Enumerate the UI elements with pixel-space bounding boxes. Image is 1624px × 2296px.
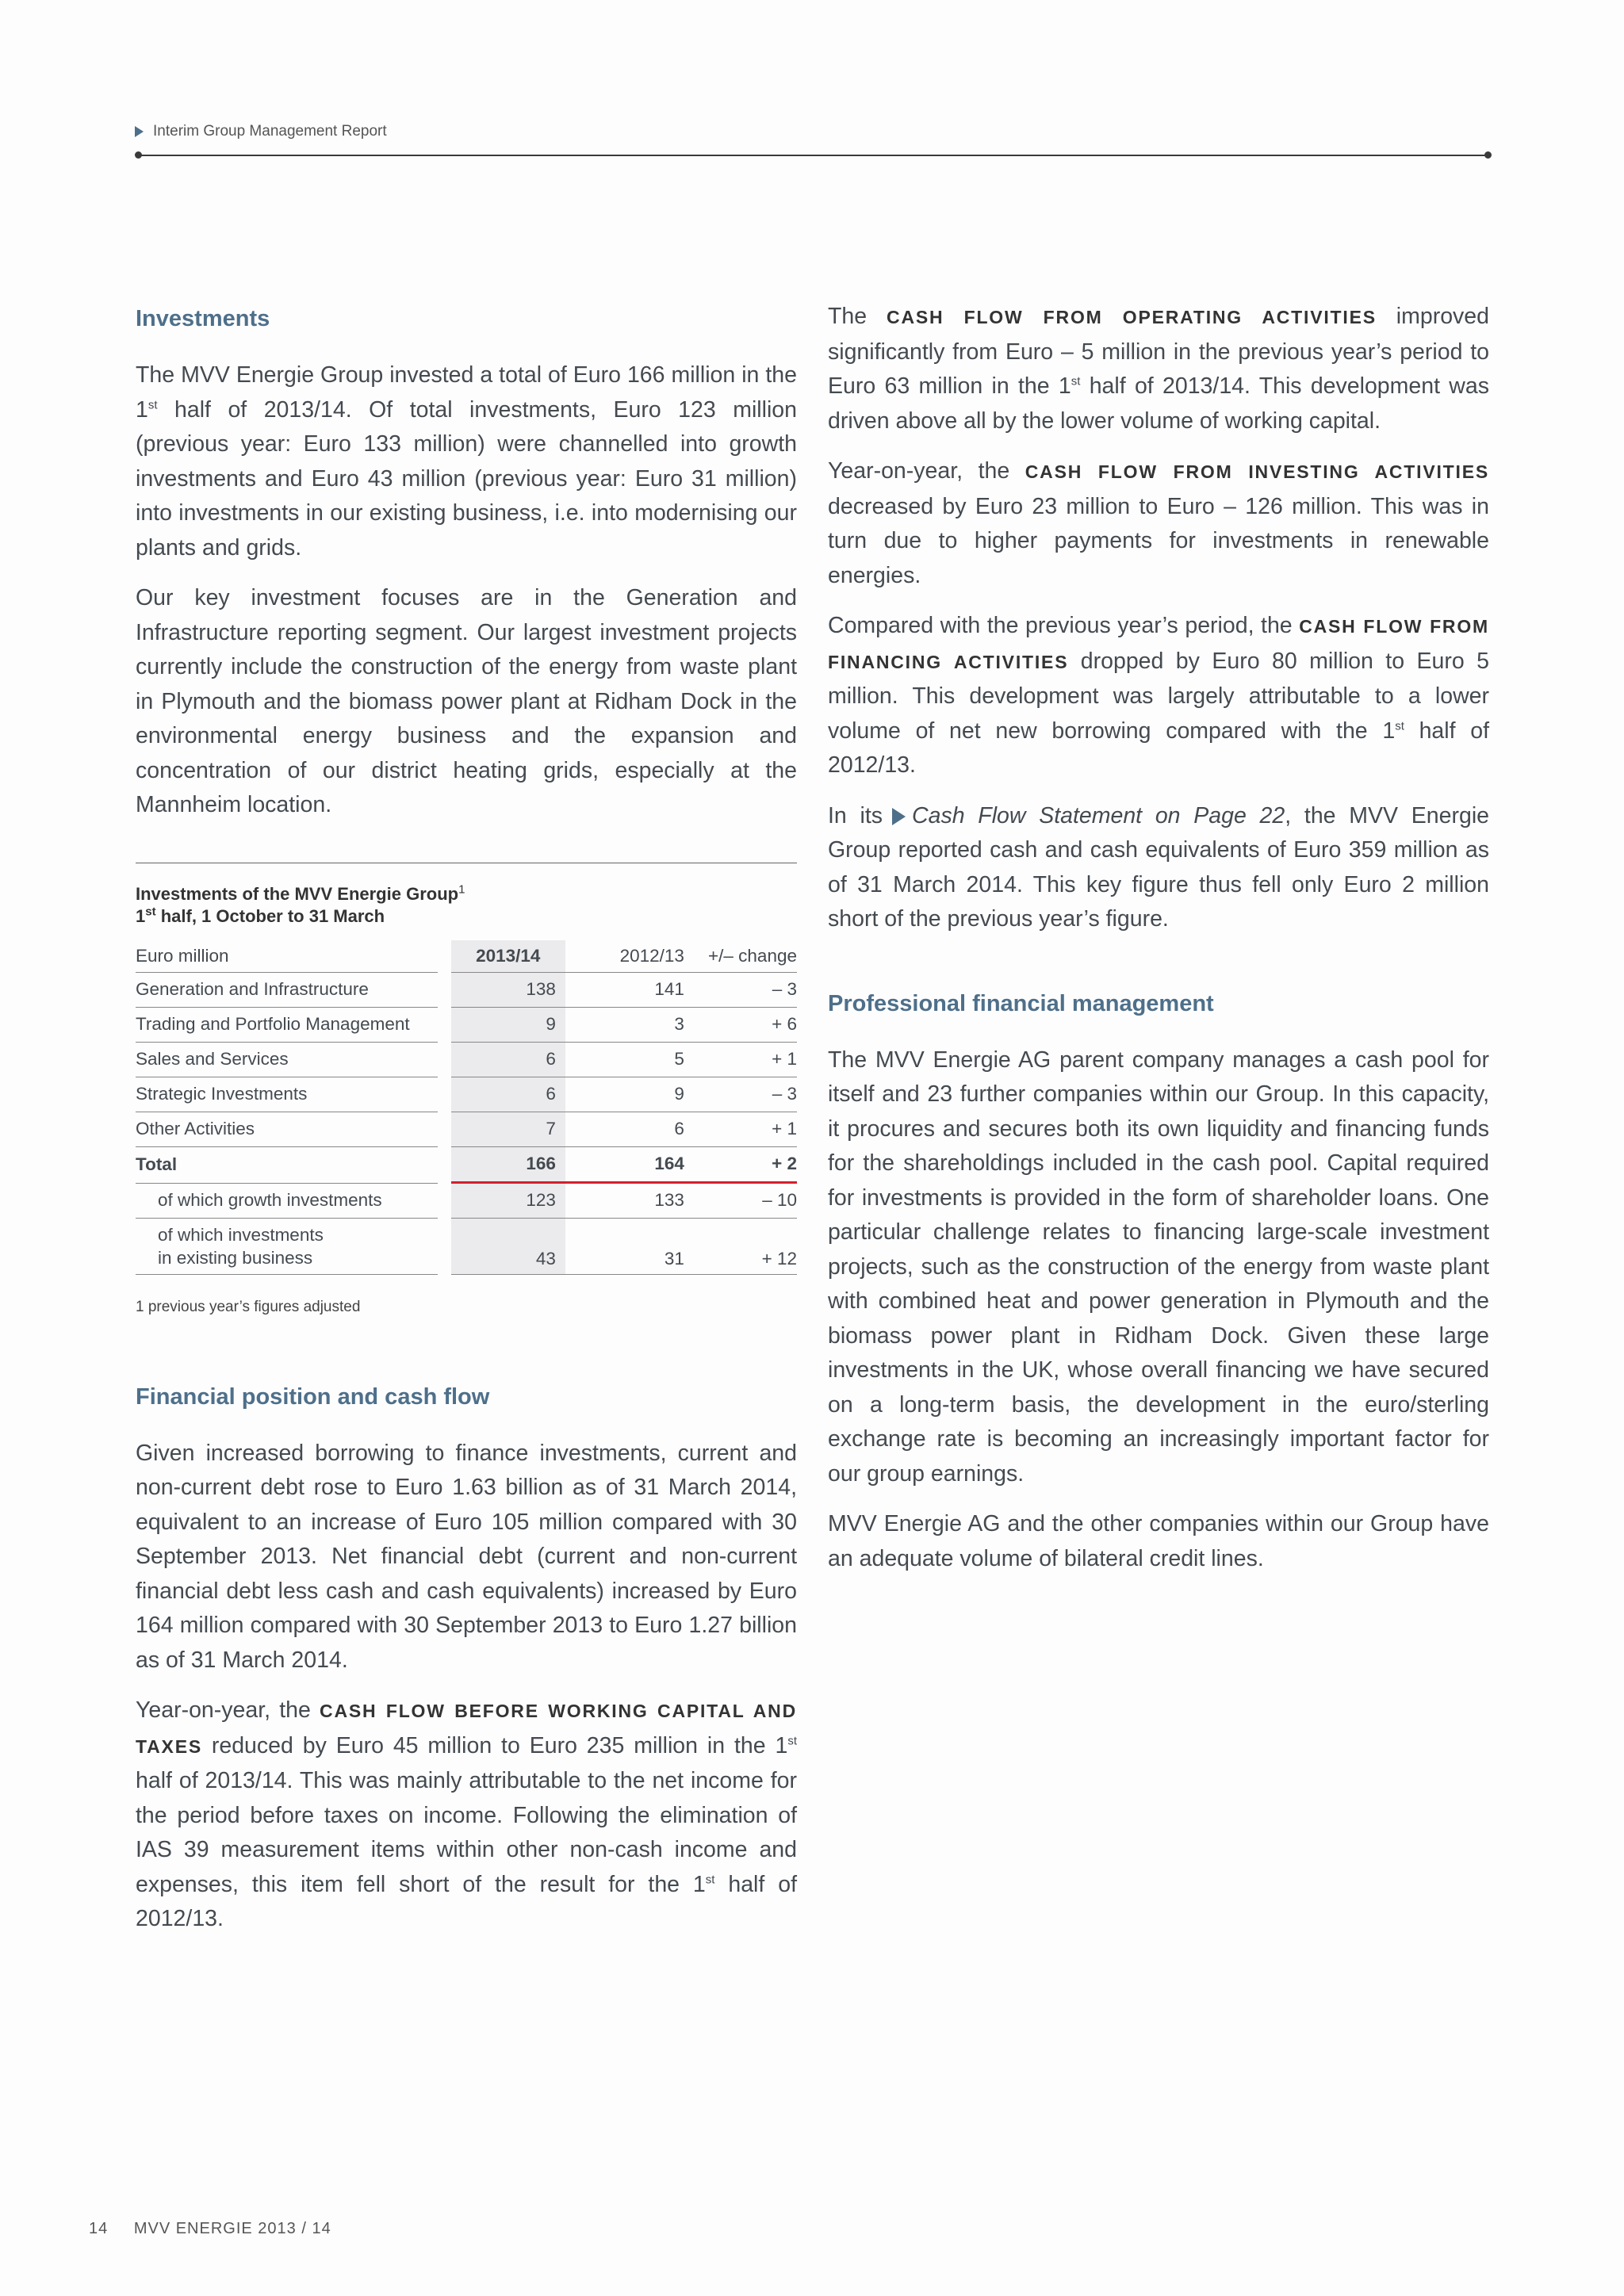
left-column [136,300,797,1953]
table-row [136,1219,797,1275]
cell-value: – 3 [684,973,797,1008]
triangle-right-icon [892,808,906,825]
cell-value: 164 [565,1147,684,1184]
table-footnote: 1 previous year’s figures adjusted [136,1298,361,1315]
cell-value: 141 [565,973,684,1008]
right-column [828,300,1489,1592]
cell-value: 31 [565,1219,684,1275]
row-label: Strategic Investments [136,1077,438,1112]
col-header-label: Euro million [136,940,438,973]
cell-value: 43 [451,1219,565,1275]
row-label: of which growth investments [136,1184,438,1219]
row-label: of which investments in existing business [136,1219,438,1275]
financial-management-paragraph-2: MVV Energie AG and the other companies within our Group have an adequate volume of bilateral credit lines. [828,1511,1489,1571]
cashflow-paragraph-4: In its Cash Flow Statement on Page 22, the MVV Energie Group reported cash and cash equivalents of Euro 359 million as of 31 March 2014. This key figure thus fell only Euro 2 million short of the previous year’s figure. [828,802,1489,932]
row-label: Generation and Infrastructure [136,973,438,1008]
cell-value: 138 [451,973,565,1008]
cash-flow-statement-link[interactable]: Cash Flow Statement on Page 22 [912,802,1285,828]
cell-value: 7 [451,1112,565,1147]
page-footer [89,2220,331,2238]
running-header [135,123,387,140]
table-title: Investments of the MVV Energie Group$^1$ 1st half, 1 October to 31 March [136,882,465,926]
row-label: Trading and Portfolio Management [136,1008,438,1043]
financial-paragraph-2: Year-on-year, the CASH FLOW BEFORE WORKING CAPITAL AND TAXES reduced by Euro 45 million to Euro 235 million in the 1st half of 2013/14. This was mainly attributable to the net income for the period before taxes on income. Following the elimination of IAS 39 measurement items within other non-cash income and expenses, this item fell short of the result for the 1st half of 2012/13. [136,1697,797,1931]
cell-value: 5 [565,1043,684,1077]
investments-table-block [136,863,797,1316]
section-title: Interim Group Management Report [153,123,387,140]
financial-management-paragraph-1: The MVV Energie AG parent company manages a cash pool for itself and 23 further companies within our Group. In this capacity, it procures and secures both its own liquidity and financing funds for the shareholdings included in the cash pool. Capital required for investments is provided in the form of shareholder loans. One particular challenge relates to financing large-scale investment projects, such as the construction of the energy from waste plant with combined heat and power generation in Plymouth and the biomass power plant in Ridham Dock. Given these large investments in the UK, whose overall financing we have secured on a long-term basis, the development in the euro/sterling exchange rate is becoming an increasingly important factor for our group earnings. [828,1047,1489,1487]
financial-management-heading: Professional financial management [828,990,1214,1016]
cell-value: + 1 [684,1112,797,1147]
page-number: 14 [89,2220,109,2237]
table-row [136,1077,797,1112]
cell-value: – 10 [684,1184,797,1219]
investments-table [136,940,797,1275]
table-row [136,1112,797,1147]
cell-value: 133 [565,1184,684,1219]
header-rule [136,155,1488,156]
table-row [136,1008,797,1043]
table-row [136,1043,797,1077]
cell-value: 123 [451,1184,565,1219]
row-label: Sales and Services [136,1043,438,1077]
cell-value: 166 [451,1147,565,1184]
cell-value: 6 [451,1077,565,1112]
investments-paragraph-2: Our key investment focuses are in the Generation and Infrastructure reporting segment. Our largest investment projects currently include the construction of the energy from waste plant in Plymouth and the biomass power plant at Ridham Dock in the environmental energy business and the expansion and concentration of our district heating grids, especially at the Mannheim location. [136,585,797,817]
rule-dot-right [1484,151,1492,159]
cell-value: 3 [565,1008,684,1043]
table-row [136,1184,797,1219]
cashflow-paragraph-3: Compared with the previous year’s period, the CASH FLOW FROM FINANCING ACTIVITIES dropped by Euro 80 million to Euro 5 million. This development was largely attributable to a lower volume of net new borrowing compared with the 1st half of 2012/13. [828,613,1489,778]
cashflow-paragraph-1: The CASH FLOW FROM OPERATING ACTIVITIES improved significantly from Euro – 5 million in the previous year’s period to Euro 63 million in the 1st half of 2013/14. This development was driven above all by the lower volume of working capital. [828,304,1489,434]
cell-value: 9 [565,1077,684,1112]
row-label: Total [136,1147,438,1184]
cell-value: + 1 [684,1043,797,1077]
table-row [136,973,797,1008]
cell-value: 6 [565,1112,684,1147]
investments-paragraph-1: The MVV Energie Group invested a total of Euro 166 million in the 1st half of 2013/14. Of total investments, Euro 123 million (previous year: Euro 133 million) were channelled into growth investments and Euro 43 million (previous year: Euro 31 million) into investments in our existing business, i.e. into modernising our plants and grids. [136,362,797,561]
cell-value: + 6 [684,1008,797,1043]
triangle-right-icon [135,126,144,137]
cell-value: – 3 [684,1077,797,1112]
financial-position-heading: Financial position and cash flow [136,1383,490,1410]
table-header-row [136,940,797,973]
cell-value: + 12 [684,1219,797,1275]
table-total-row [136,1147,797,1184]
row-label: Other Activities [136,1112,438,1147]
cell-value: 6 [451,1043,565,1077]
investments-heading: Investments [136,306,270,331]
col-header-change: +/– change [684,940,797,973]
cashflow-paragraph-2: Year-on-year, the CASH FLOW FROM INVESTING ACTIVITIES decreased by Euro 23 million to Euro – 126 million. This was in turn due to higher payments for investments in renewable energies. [828,458,1489,588]
col-header-2012-13: 2012/13 [565,940,684,973]
financial-paragraph-1: Given increased borrowing to finance investments, current and non-current debt rose to Euro 1.63 billion as of 31 March 2014, equivalent to an increase of Euro 105 million compared with 30 September 2013. Net financial debt (current and non-current financial debt less cash and cash equivalents) increased by Euro 164 million compared with 30 September 2013 to Euro 1.27 billion as of 31 March 2014. [136,1440,797,1673]
col-header-2013-14: 2013/14 [451,940,565,973]
cell-value: + 2 [684,1147,797,1184]
publication-title: MVV ENERGIE 2013 / 14 [133,2220,331,2237]
cell-value: 9 [451,1008,565,1043]
